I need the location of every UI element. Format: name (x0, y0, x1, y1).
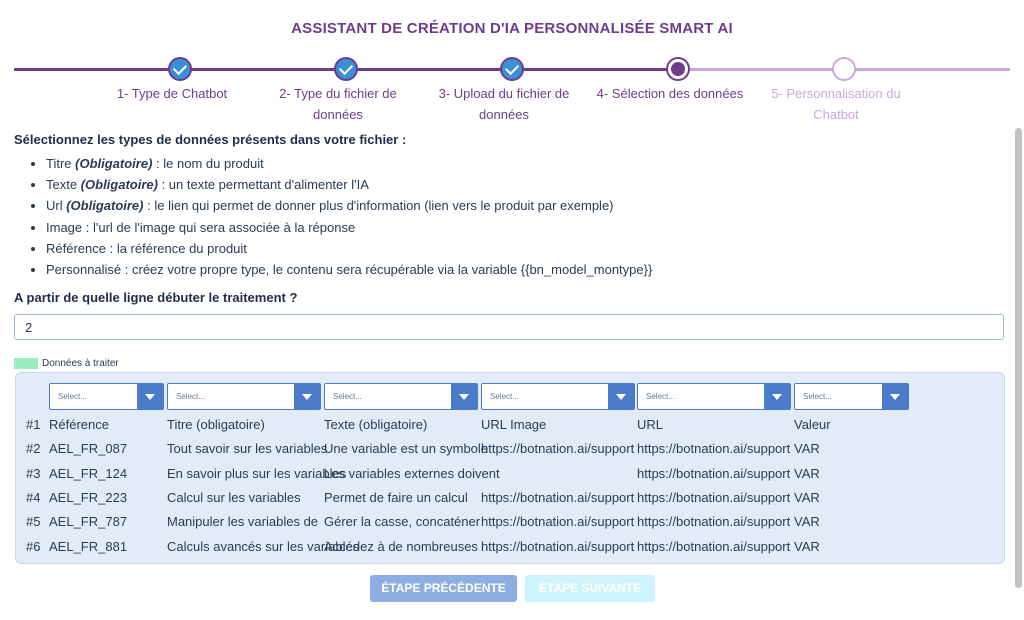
column-type-select-1[interactable]: Select... (49, 383, 164, 410)
table-cell: URL Image (481, 417, 547, 432)
data-selection-form (14, 132, 1006, 369)
step-3-label[interactable]: 3- Upload du fichier de données (438, 86, 570, 122)
row-number: #5 (26, 514, 41, 530)
row-number: #6 (26, 538, 41, 554)
list-item: • Personnalisé : créez votre propre type, le contenu sera récupérable via la variable {{bn_model_montype}} (46, 259, 1006, 280)
step-1-label[interactable]: 1- Type de Chatbot (116, 86, 228, 101)
scrollbar-thumb[interactable] (1015, 128, 1022, 588)
list-item: • Url (Obligatoire) : le lien qui permet de donner plus d'information (lien vers le produit par exemple) (46, 195, 1006, 216)
table-cell: https://botnation.ai/support (481, 489, 635, 505)
table-cell: https://botnation.ai/support (637, 465, 791, 481)
step-1-check-icon[interactable] (168, 57, 192, 81)
table-cell: Titre (obligatoire) (167, 417, 265, 432)
instructions-heading: Sélectionnez les types de données présents dans votre fichier : (14, 132, 407, 147)
caret-down-icon[interactable] (451, 384, 477, 409)
column-type-select-3[interactable]: Select... (324, 383, 478, 410)
caret-down-icon[interactable] (608, 384, 634, 409)
row-number: #1 (26, 417, 41, 432)
caret-down-icon[interactable] (294, 384, 320, 409)
table-cell: Référence (49, 417, 109, 432)
start-line-label: A partir de quelle ligne débuter le traitement ? (14, 290, 298, 306)
table-cell: Une variable est un symbole (324, 441, 489, 457)
caret-down-icon[interactable] (882, 384, 908, 409)
table-cell: Texte (obligatoire) (324, 417, 428, 432)
page-title: ASSISTANT DE CRÉATION D'IA PERSONNALISÉE SMART AI (291, 20, 733, 37)
table-cell: AEL_FR_087 (49, 441, 128, 457)
caret-down-icon[interactable] (764, 384, 790, 409)
table-cell: Valeur (794, 417, 831, 432)
column-type-select-4[interactable]: Select... (481, 383, 635, 410)
table-cell: AEL_FR_223 (49, 489, 128, 505)
legend (14, 358, 1006, 369)
table-cell: En savoir plus sur les variables (167, 465, 347, 481)
table-cell: Calculs avancés sur les variables (167, 538, 360, 554)
table-cell: VAR (794, 514, 820, 530)
step-5-pending-indicator (832, 57, 856, 81)
table-row (16, 462, 1006, 486)
table-cell: https://botnation.ai/support (637, 441, 791, 457)
table-cell: VAR (794, 538, 820, 554)
progress-stepper (0, 56, 1024, 126)
table-cell: https://botnation.ai/support (481, 538, 635, 554)
table-cell: Gérer la casse, concaténer (324, 514, 481, 530)
caret-down-icon[interactable] (137, 384, 163, 409)
table-cell: VAR (794, 441, 820, 457)
table-row (16, 413, 1006, 437)
row-number: #3 (26, 465, 41, 481)
step-3-check-icon[interactable] (500, 57, 524, 81)
list-item: • Image : l'url de l'image qui sera associée à la réponse (46, 217, 1006, 238)
row-number: #4 (26, 489, 41, 505)
start-line-input[interactable] (14, 314, 1004, 340)
column-type-select-5[interactable]: Select... (637, 383, 791, 410)
column-type-select-6[interactable]: Select... (794, 383, 909, 410)
data-types-list (46, 153, 1006, 280)
table-cell: Les variables externes doivent (324, 465, 500, 481)
step-4-current-indicator (666, 57, 690, 81)
column-type-select-2[interactable]: Select... (167, 383, 321, 410)
table-row (16, 510, 1006, 534)
table-cell: Tout savoir sur les variables (167, 441, 328, 457)
table-cell: Calcul sur les variables (167, 489, 301, 505)
data-preview-table (15, 372, 1005, 564)
next-step-button[interactable]: ÉTAPE SUIVANTE (525, 575, 655, 602)
list-item: • Référence : la référence du produit (46, 238, 1006, 259)
list-item: • Texte (Obligatoire) : un texte permettant d'alimenter l'IA (46, 174, 1006, 195)
list-item: • Titre (Obligatoire) : le nom du produit (46, 153, 1006, 174)
step-2-label[interactable]: 2- Type du fichier de données (279, 86, 397, 122)
table-cell: https://botnation.ai/support (637, 489, 791, 505)
table-cell: VAR (794, 465, 820, 481)
table-row (16, 535, 1006, 559)
table-cell: AEL_FR_787 (49, 514, 128, 530)
legend-label: Données à traiter (42, 358, 119, 370)
table-cell: AEL_FR_881 (49, 538, 128, 554)
table-cell: https://botnation.ai/support (637, 514, 791, 530)
step-2-check-icon[interactable] (334, 57, 358, 81)
table-cell: Manipuler les variables de (167, 514, 319, 530)
table-cell: https://botnation.ai/support (481, 441, 635, 457)
row-number: #2 (26, 441, 41, 457)
table-cell: VAR (794, 489, 820, 505)
table-cell: AEL_FR_124 (49, 465, 128, 481)
table-cell: Accédez à de nombreuses (324, 538, 478, 554)
step-4-label: 4- Sélection des données (596, 86, 744, 101)
table-cell: URL (637, 417, 664, 432)
table-row (16, 437, 1006, 461)
table-cell: https://botnation.ai/support (637, 538, 791, 554)
previous-step-button[interactable]: ÉTAPE PRÉCÉDENTE (370, 575, 517, 602)
legend-swatch (14, 358, 38, 369)
step-5-label: 5- Personnalisation du Chatbot (771, 86, 901, 122)
table-cell: Permet de faire un calcul (324, 489, 468, 505)
table-cell: https://botnation.ai/support (481, 514, 635, 530)
table-row (16, 486, 1006, 510)
